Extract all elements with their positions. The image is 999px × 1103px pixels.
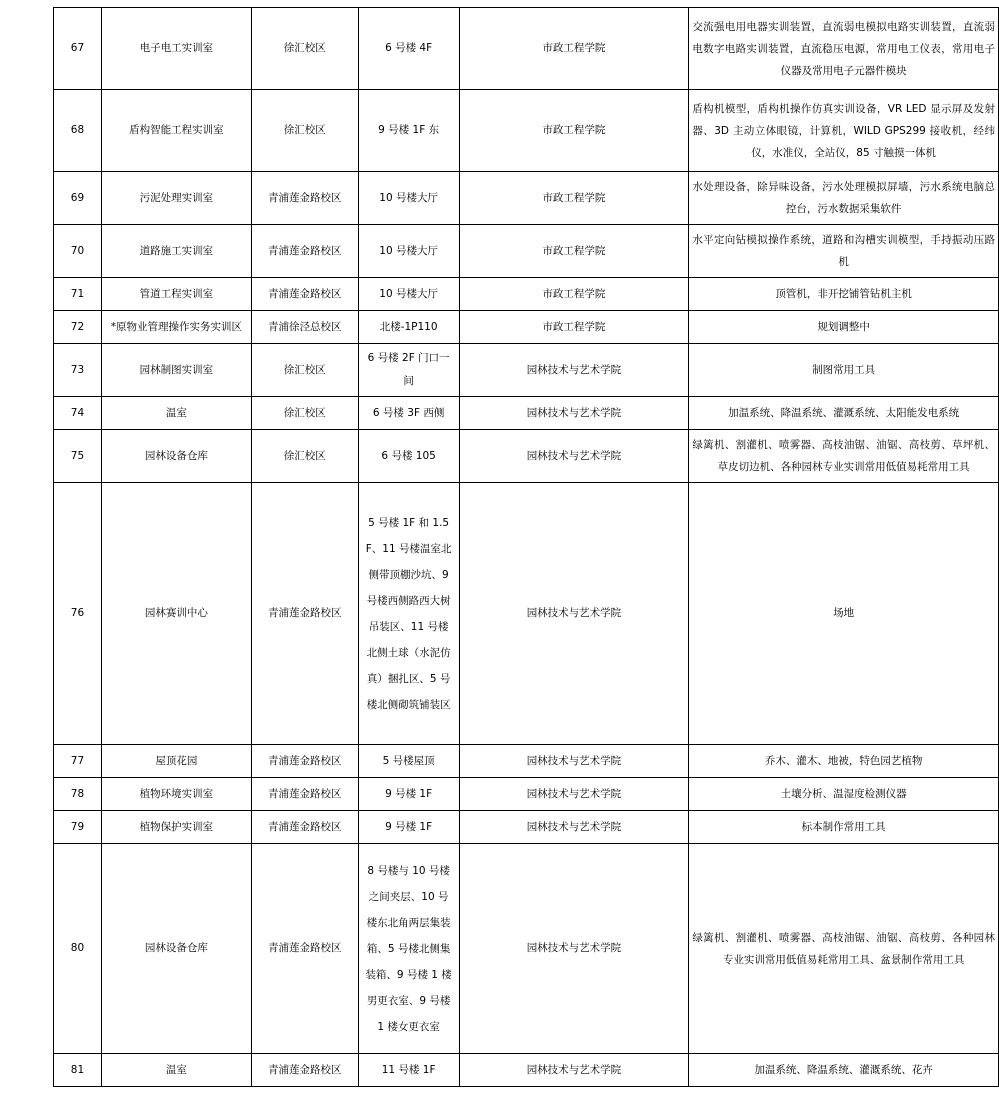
table-row	[54, 778, 999, 811]
lab-table	[53, 7, 999, 1087]
college: 园林技术与艺术学院	[459, 344, 689, 397]
lab-name: 温室	[101, 397, 251, 430]
campus: 徐汇校区	[251, 344, 358, 397]
lab-name: *原物业管理操作实务实训区	[101, 311, 251, 344]
location: 5 号楼 1F 和 1.5F、11 号楼温室北侧带顶棚沙坑、9 号楼西侧路西大树吊装区、11 号楼北侧土球（水泥仿真）捆扎区、5 号楼北侧砌筑铺装区	[358, 483, 459, 745]
table-row	[54, 8, 999, 90]
college: 园林技术与艺术学院	[459, 397, 689, 430]
location: 9 号楼 1F	[358, 811, 459, 844]
campus: 徐汇校区	[251, 8, 358, 90]
row-number: 69	[54, 172, 102, 225]
lab-name: 污泥处理实训室	[101, 172, 251, 225]
row-number: 77	[54, 745, 102, 778]
table-row	[54, 172, 999, 225]
equipment: 场地	[689, 483, 999, 745]
location: 9 号楼 1F 东	[358, 90, 459, 172]
college: 园林技术与艺术学院	[459, 844, 689, 1054]
table-row	[54, 430, 999, 483]
row-number: 73	[54, 344, 102, 397]
campus: 青浦莲金路校区	[251, 483, 358, 745]
table-row	[54, 483, 999, 745]
row-number: 68	[54, 90, 102, 172]
equipment: 盾构机模型，盾构机操作仿真实训设备，VR LED 显示屏及发射器、3D 主动立体眼镜，计算机，WILD GPS299 接收机，经纬仪，水准仪，全站仪，85 寸触摸一体机	[689, 90, 999, 172]
location: 6 号楼 105	[358, 430, 459, 483]
campus: 青浦莲金路校区	[251, 745, 358, 778]
equipment: 交流强电用电器实训装置，直流弱电模拟电路实训装置，直流弱电数字电路实训装置，直流稳压电源，常用电工仪表，常用电子仪器及常用电子元器件模块	[689, 8, 999, 90]
lab-name: 管道工程实训室	[101, 278, 251, 311]
location: 10 号楼大厅	[358, 278, 459, 311]
college: 市政工程学院	[459, 90, 689, 172]
location: 6 号楼 2F 门口一间	[358, 344, 459, 397]
college: 市政工程学院	[459, 225, 689, 278]
row-number: 78	[54, 778, 102, 811]
lab-name: 道路施工实训室	[101, 225, 251, 278]
campus: 青浦莲金路校区	[251, 778, 358, 811]
college: 市政工程学院	[459, 311, 689, 344]
location: 9 号楼 1F	[358, 778, 459, 811]
location: 10 号楼大厅	[358, 172, 459, 225]
college: 园林技术与艺术学院	[459, 811, 689, 844]
row-number: 79	[54, 811, 102, 844]
campus: 徐汇校区	[251, 397, 358, 430]
table-row	[54, 1054, 999, 1087]
location: 5 号楼屋顶	[358, 745, 459, 778]
lab-name: 盾构智能工程实训室	[101, 90, 251, 172]
college: 市政工程学院	[459, 278, 689, 311]
row-number: 67	[54, 8, 102, 90]
equipment: 标本制作常用工具	[689, 811, 999, 844]
lab-name: 园林赛训中心	[101, 483, 251, 745]
equipment: 规划调整中	[689, 311, 999, 344]
campus: 青浦莲金路校区	[251, 844, 358, 1054]
college: 园林技术与艺术学院	[459, 778, 689, 811]
campus: 青浦莲金路校区	[251, 1054, 358, 1087]
campus: 徐汇校区	[251, 90, 358, 172]
lab-name: 电子电工实训室	[101, 8, 251, 90]
row-number: 71	[54, 278, 102, 311]
row-number: 74	[54, 397, 102, 430]
table-row	[54, 811, 999, 844]
row-number: 76	[54, 483, 102, 745]
campus: 青浦莲金路校区	[251, 278, 358, 311]
equipment: 水平定向钻模拟操作系统，道路和沟槽实训模型，手持振动压路机	[689, 225, 999, 278]
location: 北楼-1P110	[358, 311, 459, 344]
table-row	[54, 278, 999, 311]
lab-name: 植物保护实训室	[101, 811, 251, 844]
lab-name: 温室	[101, 1054, 251, 1087]
lab-name: 植物环境实训室	[101, 778, 251, 811]
equipment: 水处理设备，除异味设备，污水处理模拟屏墙，污水系统电脑总控台，污水数据采集软件	[689, 172, 999, 225]
table-row	[54, 225, 999, 278]
equipment: 加温系统、降温系统、灌溉系统、花卉	[689, 1054, 999, 1087]
college: 市政工程学院	[459, 8, 689, 90]
location: 10 号楼大厅	[358, 225, 459, 278]
equipment: 加温系统、降温系统、灌溉系统、太阳能发电系统	[689, 397, 999, 430]
location: 6 号楼 3F 西侧	[358, 397, 459, 430]
college: 园林技术与艺术学院	[459, 483, 689, 745]
location: 8 号楼与 10 号楼之间夹层、10 号楼东北角两层集装箱、5 号楼北侧集装箱、9 号楼 1 楼男更衣室、9 号楼 1 楼女更衣室	[358, 844, 459, 1054]
table-row	[54, 397, 999, 430]
equipment: 制图常用工具	[689, 344, 999, 397]
lab-name: 园林制图实训室	[101, 344, 251, 397]
equipment: 土壤分析、温湿度检测仪器	[689, 778, 999, 811]
equipment: 顶管机，非开挖铺管钻机主机	[689, 278, 999, 311]
table-row	[54, 745, 999, 778]
equipment: 乔木、灌木、地被，特色园艺植物	[689, 745, 999, 778]
lab-name: 园林设备仓库	[101, 430, 251, 483]
lab-name: 园林设备仓库	[101, 844, 251, 1054]
table-row	[54, 311, 999, 344]
lab-name: 屋顶花园	[101, 745, 251, 778]
campus: 青浦莲金路校区	[251, 172, 358, 225]
table-row	[54, 844, 999, 1054]
row-number: 81	[54, 1054, 102, 1087]
row-number: 75	[54, 430, 102, 483]
campus: 青浦徐泾总校区	[251, 311, 358, 344]
equipment: 绿篱机、割灌机、喷雾器、高枝油锯、油锯、高枝剪、各种园林专业实训常用低值易耗常用工具、盆景制作常用工具	[689, 844, 999, 1054]
college: 园林技术与艺术学院	[459, 1054, 689, 1087]
equipment: 绿篱机、割灌机、喷雾器、高枝油锯、油锯、高枝剪、草坪机、草皮切边机、各种园林专业实训常用低值易耗常用工具	[689, 430, 999, 483]
row-number: 70	[54, 225, 102, 278]
college: 园林技术与艺术学院	[459, 430, 689, 483]
campus: 青浦莲金路校区	[251, 225, 358, 278]
campus: 青浦莲金路校区	[251, 811, 358, 844]
campus: 徐汇校区	[251, 430, 358, 483]
table-row	[54, 344, 999, 397]
row-number: 80	[54, 844, 102, 1054]
location: 11 号楼 1F	[358, 1054, 459, 1087]
row-number: 72	[54, 311, 102, 344]
college: 园林技术与艺术学院	[459, 745, 689, 778]
college: 市政工程学院	[459, 172, 689, 225]
table-row	[54, 90, 999, 172]
location: 6 号楼 4F	[358, 8, 459, 90]
